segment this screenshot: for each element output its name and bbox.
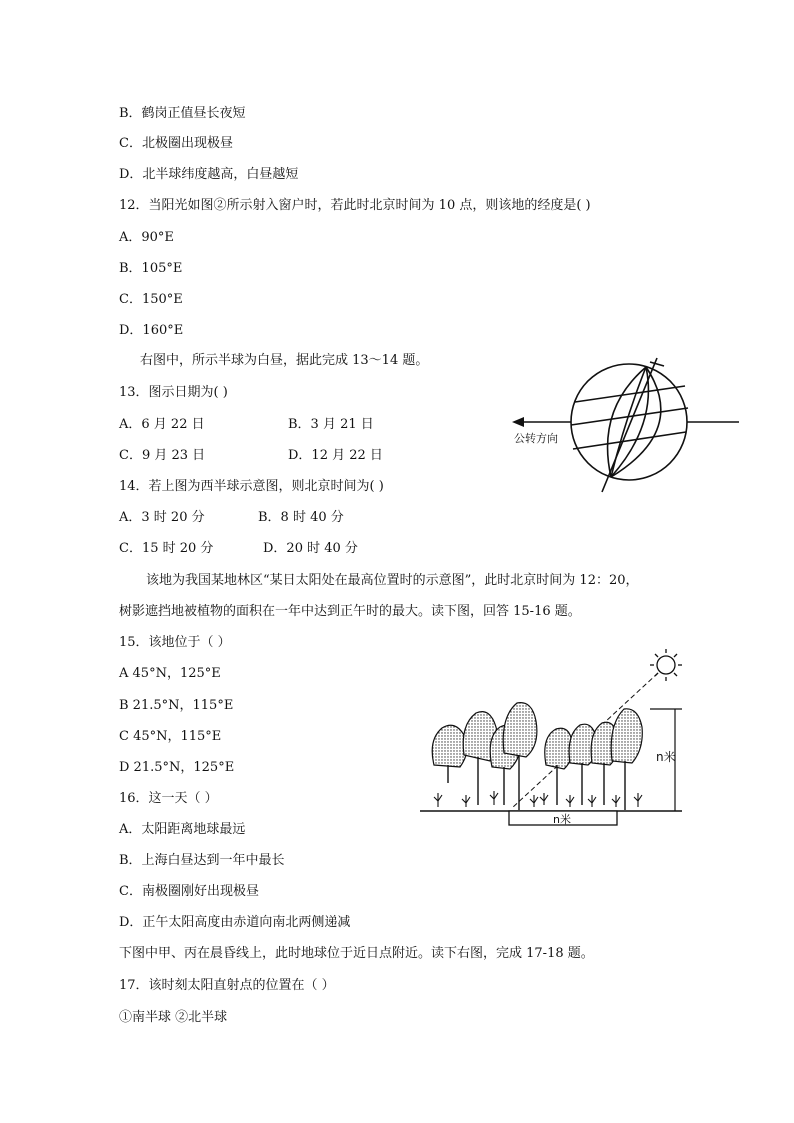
q16-option-a: A．太阳距离地球最远 bbox=[119, 822, 246, 837]
question-16: 16．这一天（ ） bbox=[119, 791, 218, 806]
q13-option-a: A．6 月 22 日 bbox=[119, 417, 205, 432]
question-15: 15．该地位于（ ） bbox=[119, 635, 231, 650]
orbit-direction-label: 公转方向 bbox=[514, 432, 558, 445]
question-14: 14．若上图为西半球示意图，则北京时间为( ) bbox=[119, 479, 384, 494]
q16-option-c: C．南极圈刚好出现极昼 bbox=[119, 884, 259, 899]
q14-option-d: D．20 时 40 分 bbox=[263, 541, 358, 556]
q15-option-d: D 21.5°N，125°E bbox=[119, 760, 235, 775]
option-b-line: B．鹤岗正值昼长夜短 bbox=[119, 106, 246, 121]
q14-option-b: B．8 时 40 分 bbox=[258, 510, 344, 525]
q15-option-a: A 45°N，125°E bbox=[119, 666, 221, 681]
forest-figure bbox=[420, 645, 700, 830]
question-17: 17．该时刻太阳直射点的位置在（ ） bbox=[119, 978, 335, 993]
option-d-line: D．北半球纬度越高，白昼越短 bbox=[119, 167, 299, 182]
q12-option-a: A．90°E bbox=[119, 230, 174, 245]
intro-15-16-line2: 树影遮挡地被植物的面积在一年中达到正午时的最大。读下图，回答 15-16 题。 bbox=[119, 604, 581, 619]
q15-option-b: B 21.5°N，115°E bbox=[119, 698, 234, 713]
question-12: 12．当阳光如图②所示射入窗户时，若此时北京时间为 10 点，则该地的经度是( ) bbox=[119, 198, 591, 213]
intro-17-18: 下图中甲、丙在晨昏线上，此时地球位于近日点附近。读下右图，完成 17-18 题。 bbox=[119, 946, 594, 961]
q12-option-b: B．105°E bbox=[119, 261, 183, 276]
q17-options: ①南半球 ②北半球 bbox=[119, 1010, 228, 1025]
option-c-line: C．北极圈出现极昼 bbox=[119, 136, 233, 151]
question-13: 13．图示日期为( ) bbox=[119, 385, 228, 400]
q12-option-d: D．160°E bbox=[119, 323, 184, 338]
q12-option-c: C．150°E bbox=[119, 292, 183, 307]
q16-option-d: D．正午太阳高度由赤道向南北两侧递减 bbox=[119, 915, 351, 930]
q14-option-c: C．15 时 20 分 bbox=[119, 541, 214, 556]
q13-option-d: D．12 月 22 日 bbox=[288, 448, 383, 463]
globe-figure bbox=[500, 350, 745, 500]
q14-option-a: A．3 时 20 分 bbox=[119, 510, 205, 525]
tree-height-label: n米 bbox=[656, 750, 676, 764]
intro-13-14: 右图中，所示半球为白昼，据此完成 13～14 题。 bbox=[140, 353, 429, 368]
intro-15-16-line1: 该地为我国某地林区“某日太阳处在最高位置时的示意图”，此时北京时间为 12：20， bbox=[146, 573, 639, 588]
q13-option-b: B．3 月 21 日 bbox=[288, 417, 374, 432]
q13-option-c: C．9 月 23 日 bbox=[119, 448, 206, 463]
arrow-left-icon bbox=[512, 417, 524, 427]
q16-option-b: B．上海白昼达到一年中最长 bbox=[119, 853, 285, 868]
shadow-length-label: n米 bbox=[553, 813, 571, 826]
q15-option-c: C 45°N，115°E bbox=[119, 729, 222, 744]
